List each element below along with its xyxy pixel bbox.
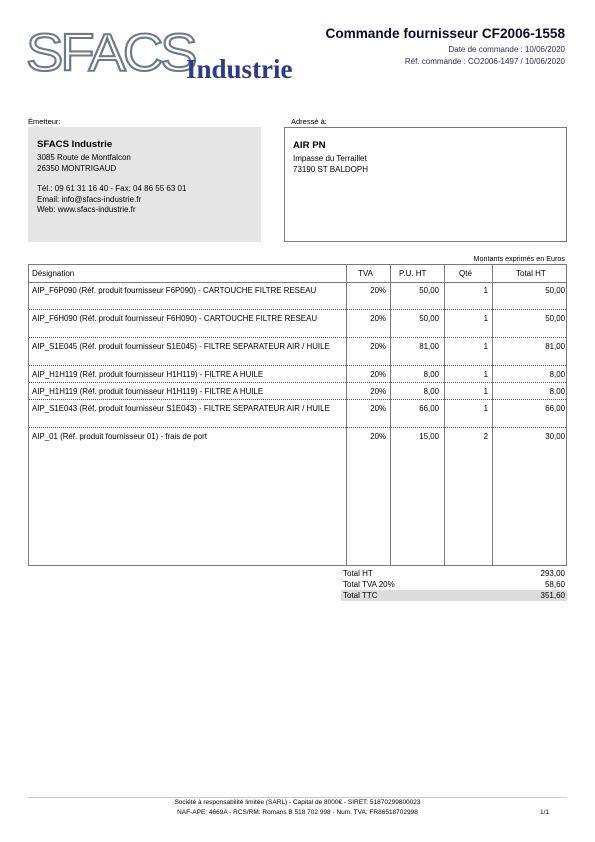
row-total: 50,00 bbox=[545, 286, 565, 295]
totals-block bbox=[341, 568, 567, 601]
row-quantity: 1 bbox=[483, 286, 488, 295]
row-designation: AIP_S1E043 (Réf. produit fournisseur S1E043) - FILTRE SEPARATEUR AIR / HUILE bbox=[32, 404, 330, 413]
row-designation: AIP_01 (Réf. produit fournisseur 01) - frais de port bbox=[32, 432, 207, 441]
total-ht-label: Total HT bbox=[343, 569, 373, 578]
row-quantity: 2 bbox=[483, 432, 488, 441]
recipient-box bbox=[284, 127, 567, 242]
sender-label: Émetteur: bbox=[28, 117, 61, 126]
row-unit-price: 8,00 bbox=[423, 370, 439, 379]
company-logo bbox=[26, 22, 316, 90]
row-unit-price: 50,00 bbox=[419, 286, 439, 295]
recipient-address2: 73190 ST BALDOPH bbox=[293, 164, 369, 174]
header-designation: Désignation bbox=[32, 269, 75, 278]
amounts-currency-note: Montants exprimés en Euros bbox=[473, 254, 565, 263]
row-quantity: 1 bbox=[483, 342, 488, 351]
order-reference: Réf. commande : CO2006-1497 / 10/06/2020 bbox=[404, 57, 565, 66]
row-quantity: 1 bbox=[483, 314, 488, 323]
table-row bbox=[29, 282, 566, 310]
footer-legal-line1: Société à responsabilité limitée (SARL) - Capital de 8000€ - SIRET: 51870299800023 bbox=[174, 799, 421, 806]
row-quantity: 1 bbox=[483, 370, 488, 379]
row-total: 8,00 bbox=[549, 370, 565, 379]
table-row bbox=[29, 383, 566, 400]
footer-divider bbox=[28, 797, 567, 798]
total-ht-row bbox=[341, 568, 567, 579]
total-ht-value: 293,00 bbox=[540, 569, 565, 578]
total-ttc-value: 351,60 bbox=[540, 591, 565, 600]
table-row bbox=[29, 428, 566, 444]
row-tva: 20% bbox=[370, 370, 386, 379]
order-items-table bbox=[28, 264, 567, 566]
row-total: 8,00 bbox=[549, 387, 565, 396]
row-unit-price: 81,00 bbox=[419, 342, 439, 351]
logo-sfacs-text: SFACS bbox=[26, 22, 195, 83]
sender-address1: 3085 Route de Montfalcon bbox=[37, 153, 131, 162]
row-unit-price: 15,00 bbox=[419, 432, 439, 441]
order-date: Date de commande : 10/06/2020 bbox=[448, 45, 565, 54]
sender-web: Web: www.sfacs-industrie.fr bbox=[37, 205, 136, 215]
table-header bbox=[29, 265, 566, 283]
recipient-name: AIR PN bbox=[293, 140, 326, 151]
total-tva-row bbox=[341, 579, 567, 590]
row-designation: AIP_F6P090 (Réf. produit fournisseur F6P090) - CARTOUCHE FILTRE RESEAU bbox=[32, 286, 317, 295]
page-number: 1/1 bbox=[539, 809, 549, 816]
table-row bbox=[29, 400, 566, 428]
row-designation: AIP_F6H090 (Réf. produit fournisseur F6H090) - CARTOUCHE FILTRE RESEAU bbox=[32, 314, 318, 323]
recipient-address1: Impasse du Terraillet bbox=[293, 154, 367, 163]
row-designation: AIP_S1E045 (Réf. produit fournisseur S1E045) - FILTRE SEPARATEUR AIR / HUILE bbox=[32, 342, 330, 351]
header-quantity: Qté bbox=[459, 269, 472, 278]
table-row bbox=[29, 338, 566, 366]
header-total-ht: Total HT bbox=[516, 269, 546, 278]
row-tva: 20% bbox=[370, 314, 386, 323]
recipient-label: Adressé à: bbox=[291, 117, 327, 126]
sender-email: Email: info@sfacs-industrie.fr bbox=[37, 194, 142, 204]
row-unit-price: 66,00 bbox=[419, 404, 439, 413]
sender-address2: 26350 MONTRIGAUD bbox=[37, 163, 117, 173]
sender-name: SFACS Industrie bbox=[37, 139, 113, 150]
row-unit-price: 50,00 bbox=[419, 314, 439, 323]
total-ttc-row bbox=[341, 590, 567, 601]
header-tva: TVA bbox=[358, 269, 373, 278]
total-ttc-label: Total TTC bbox=[343, 591, 378, 600]
sender-phone: Tél.: 09 61 31 16 40 - Fax: 04 86 55 63 01 bbox=[37, 184, 187, 194]
row-tva: 20% bbox=[370, 286, 386, 295]
row-tva: 20% bbox=[370, 432, 386, 441]
sender-box bbox=[28, 127, 261, 242]
row-total: 30,00 bbox=[545, 432, 565, 441]
row-quantity: 1 bbox=[483, 404, 488, 413]
row-tva: 20% bbox=[370, 404, 386, 413]
footer-legal-line2: NAF-APE: 4669A - RCS/RM: Romans B 518 702 998 - Num. TVA: FR86518702998 bbox=[177, 809, 418, 816]
row-designation: AIP_H1H119 (Réf. produit fournisseur H1H119) - FILTRE A HUILE bbox=[32, 370, 264, 379]
row-quantity: 1 bbox=[483, 387, 488, 396]
row-tva: 20% bbox=[370, 342, 386, 351]
header-unit-price: P.U. HT bbox=[399, 269, 427, 278]
row-tva: 20% bbox=[370, 387, 386, 396]
table-row bbox=[29, 310, 566, 338]
logo-industrie-text: Industrie bbox=[186, 54, 293, 84]
row-total: 66,00 bbox=[545, 404, 565, 413]
table-row bbox=[29, 366, 566, 383]
row-designation: AIP_H1H119 (Réf. produit fournisseur H1H119) - FILTRE A HUILE bbox=[32, 387, 264, 396]
total-tva-label: Total TVA 20% bbox=[343, 580, 395, 589]
row-total: 50,00 bbox=[545, 314, 565, 323]
row-total: 81,00 bbox=[545, 342, 565, 351]
row-unit-price: 8,00 bbox=[423, 387, 439, 396]
total-tva-value: 58,60 bbox=[544, 580, 565, 589]
document-title: Commande fournisseur CF2006-1558 bbox=[325, 26, 565, 41]
